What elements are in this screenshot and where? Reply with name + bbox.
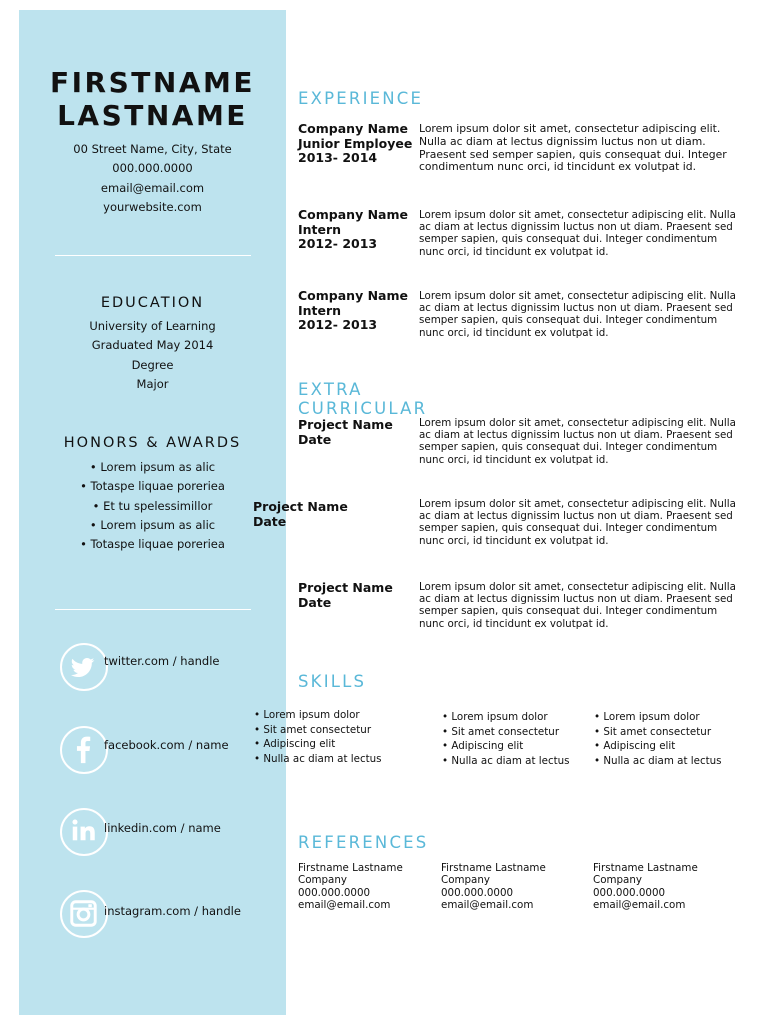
twitter-icon[interactable] [60,643,108,691]
references-heading: REFERENCES [298,833,429,852]
facebook-handle[interactable]: facebook.com / name [104,738,229,752]
job-dates: 2012- 2013 [298,236,378,251]
education-heading: EDUCATION [100,295,205,311]
job-description: Lorem ipsum dolor sit amet, consectetur adipiscing elit. Nulla ac diam at lectus dignissim luctus non ut diam. Praesent sed semper sapien, quis consequat dui. Integer condimentum nunc orci, id tincidunt ex volutpat id. [419,209,736,258]
reference-company: Company [441,874,490,887]
phone: 000.000.0000 [112,161,193,176]
project-name: Project Name [298,417,393,432]
project-description: Lorem ipsum dolor sit amet, consectetur adipiscing elit. Nulla ac diam at lectus dignissim luctus non ut diam. Praesent sed semper sapien, quis consequat dui. Integer condimentum nunc orci, id tincidunt ex volutpat id. [419,498,736,547]
honors-item: • Lorem ipsum as alic [89,517,216,532]
project-date: Date [298,594,332,610]
skill-item: • Adipiscing elit [594,740,676,752]
project-entry [298,418,393,447]
degree: Degree [131,357,174,372]
reference-company: Company [593,874,642,887]
company-name: Company Name [298,288,408,303]
job-description: Lorem ipsum dolor sit amet, consectetur adipiscing elit. Nulla ac diam at lectus dignissim luctus non ut diam. Praesent sed semper sapien, quis consequat dui. Integer condimentum nunc orci, id tincidunt ex volutpat id. [419,290,736,339]
job-dates: 2012- 2013 [298,317,378,332]
first-name: FIRSTNAME [50,66,255,99]
reference-name: Firstname Lastname [298,862,403,874]
skills-heading: SKILLS [298,672,367,691]
skill-item: • Lorem ipsum dolor [442,711,548,723]
experience-entry [298,122,412,166]
last-name: LASTNAME [57,99,248,132]
project-entry [298,581,393,610]
reference-card [593,862,698,911]
heading-line: CURRICULAR [298,399,428,418]
skill-item: • Lorem ipsum dolor [254,709,360,721]
reference-name: Firstname Lastname [441,862,546,874]
project-entry [253,500,348,529]
reference-phone: 000.000.0000 [441,886,514,899]
project-name: Project Name [298,580,393,595]
reference-email[interactable]: email@email.com [441,898,534,911]
instagram-icon[interactable] [60,890,108,938]
reference-phone: 000.000.0000 [298,886,371,899]
skill-item: • Sit amet consectetur [442,725,560,738]
skill-item: • Nulla ac diam at lectus [254,752,382,765]
job-dates: 2013- 2014 [298,150,378,165]
project-date: Date [298,431,332,447]
address: 00 Street Name, City, State [73,142,232,156]
skills-column [594,710,722,768]
reference-card [298,862,403,911]
experience-entry [298,208,408,252]
skill-item: • Sit amet consectetur [254,723,372,736]
facebook-icon[interactable] [60,726,108,774]
company-name: Company Name [298,207,408,222]
sidebar-divider [55,255,251,256]
honors-list [19,458,286,554]
reference-company: Company [298,874,347,887]
email[interactable]: email@email.com [100,180,205,195]
contact-info [19,140,286,217]
job-title: Junior Employee [298,135,413,151]
project-description: Lorem ipsum dolor sit amet, consectetur adipiscing elit. Nulla ac diam at lectus dignissim luctus non ut diam. Praesent sed semper sapien, quis consequat dui. Integer condimentum nunc orci, id tincidunt ex volutpat id. [419,581,736,630]
skill-item: • Adipiscing elit [254,738,336,750]
linkedin-icon[interactable] [60,808,108,856]
reference-email[interactable]: email@email.com [593,898,686,911]
job-title: Intern [298,221,342,237]
reference-card [441,862,546,911]
reference-phone: 000.000.0000 [593,886,666,899]
project-name: Project Name [253,499,348,514]
website[interactable]: yourwebsite.com [103,199,202,214]
skills-column [442,710,570,768]
sidebar-divider [55,609,251,610]
school: University of Learning [89,319,216,333]
skill-item: • Lorem ipsum dolor [594,711,700,723]
instagram-handle[interactable]: instagram.com / handle [104,904,241,918]
job-description: Lorem ipsum dolor sit amet, consectetur adipiscing elit. Nulla ac diam at lectus dignissim luctus non ut diam. Praesent sed semper sapien, quis consequat dui. Integer condimentum nunc orci, id tincidunt ex volutpat id. [419,122,727,174]
heading-line: EXTRA [298,380,363,399]
experience-heading: EXPERIENCE [298,89,424,108]
reference-name: Firstname Lastname [593,862,698,874]
skills-column [254,708,382,766]
skill-item: • Adipiscing elit [442,740,524,752]
linkedin-handle[interactable]: linkedin.com / name [104,821,221,835]
major: Major [136,376,169,391]
honors-heading: HONORS & AWARDS [63,435,242,451]
project-date: Date [253,513,287,529]
honors-item: • Totaspe liquae poreriea [80,537,225,552]
experience-entry [298,289,408,333]
skill-item: • Nulla ac diam at lectus [442,754,570,767]
honors-item: • Et tu spelessimillor [92,498,213,513]
twitter-handle[interactable]: twitter.com / handle [104,654,220,668]
job-title: Intern [298,302,342,318]
honors-item: • Totaspe liquae poreriea [80,479,225,494]
skill-item: • Nulla ac diam at lectus [594,754,722,767]
education-details [19,317,286,394]
reference-email[interactable]: email@email.com [298,898,391,911]
project-description: Lorem ipsum dolor sit amet, consectetur adipiscing elit. Nulla ac diam at lectus dignissim luctus non ut diam. Praesent sed semper sapien, quis consequat dui. Integer condimentum nunc orci, id tincidunt ex volutpat id. [419,417,736,466]
graduation-date: Graduated May 2014 [91,338,214,353]
skill-item: • Sit amet consectetur [594,725,712,738]
extracurricular-heading [298,380,427,418]
company-name: Company Name [298,121,408,136]
honors-item: • Lorem ipsum as alic [89,460,216,474]
resume-name [19,66,286,132]
